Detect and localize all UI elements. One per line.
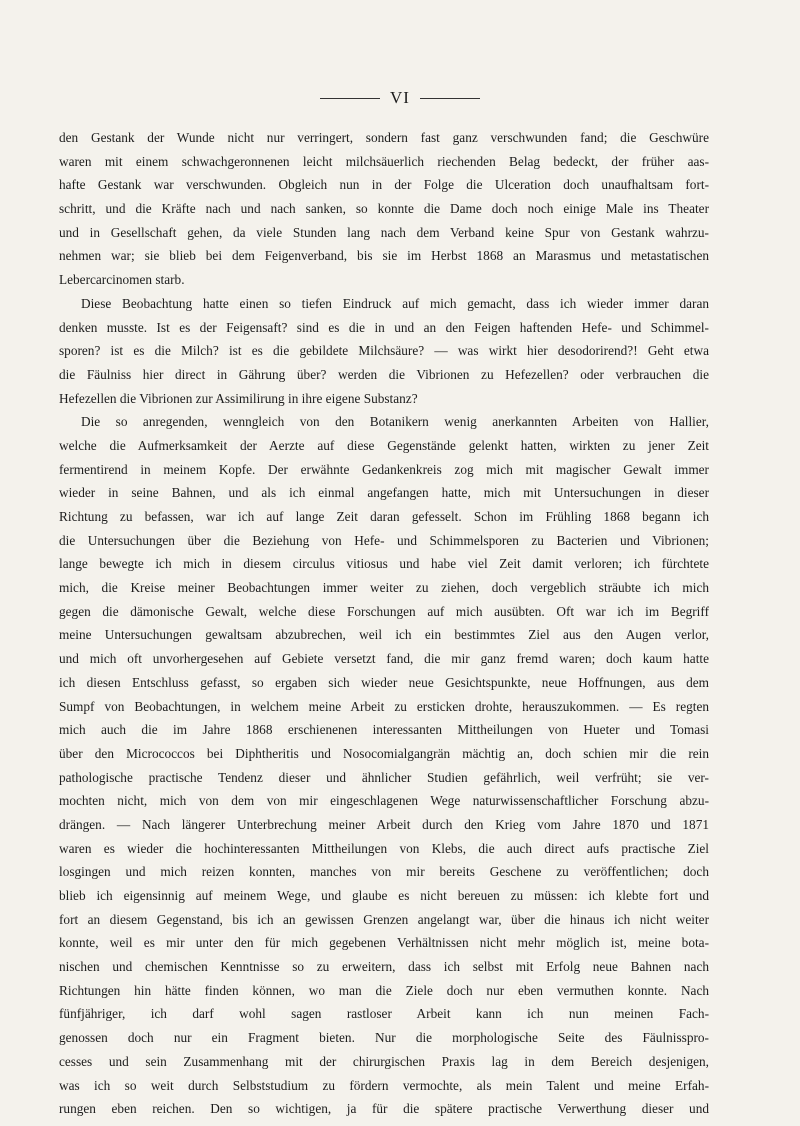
text-line: hafte Gestank war verschwunden. Obgleich nun in der Folge die Ulceration doch unaufhaltsam fort-: [59, 177, 709, 193]
page-header: [0, 88, 800, 108]
text-line: fermentirend in meinem Kopfe. Der erwähnte Gedankenkreis zog mich mit magischer Gewalt immer: [59, 461, 709, 477]
text-line: die Fäulniss hier direct in Gährung über? werden die Vibrionen zu Hefezellen? oder verbrauchen die: [59, 366, 709, 382]
text-line: Diese Beobachtung hatte einen so tiefen Eindruck auf mich gemacht, dass ich wieder immer daran: [81, 295, 709, 311]
text-line: ich diesen Entschluss gefasst, so ergaben sich wieder neue Gesichtspunkte, neue Hoffnungen, aus dem: [59, 674, 709, 690]
text-line: Richtungen hin hätte finden können, wo man die Ziele doch nur eben vermuthen konnte. Nach: [59, 982, 709, 998]
text-line: wieder in seine Bahnen, und als ich einmal angefangen hatte, mich mit Untersuchungen in dieser: [59, 485, 709, 501]
text-line: denken musste. Ist es der Feigensaft? sind es die in und an den Feigen haftenden Hefe- und Schimmel-: [59, 319, 709, 335]
body-text: [59, 126, 709, 1121]
text-line: drängen. — Nach längerer Unterbrechung meiner Arbeit durch den Krieg vom Jahre 1870 und 1871: [59, 816, 709, 832]
text-line: Lebercarcinomen starb.: [59, 272, 185, 288]
page-number: VI: [390, 88, 410, 107]
text-line: losgingen und mich reizen konnten, manches von mir bereits Geschene zu veröffentlichen; doch: [59, 864, 709, 880]
text-line: lange bewegte ich mich in diesem circulus vitiosus und habe viel Zeit damit verloren; ich fürchtete: [59, 556, 709, 572]
text-line: cesses und sein Zusammenhang mit der chirurgischen Praxis lag in dem Bereich desjenigen,: [59, 1053, 709, 1069]
text-line: genossen doch nur ein Fragment bieten. Nur die morphologische Seite des Fäulnisspro-: [59, 1030, 709, 1046]
text-line: waren mit einem schwachgeronnenen leicht milchsäuerlich riechenden Belag bedeckt, der früher aas-: [59, 153, 709, 169]
text-line: nehmen war; sie blieb bei dem Feigenverband, bis sie im Herbst 1868 an Marasmus und metastatischen: [59, 248, 709, 264]
text-line: nischen und chemischen Kenntnisse so zu erweitern, dass ich selbst mit Erfolg neue Bahnen nach: [59, 959, 709, 975]
text-line: Richtung zu befassen, war ich auf lange Zeit daran gefesselt. Schon im Frühling 1868 begann ich: [59, 509, 709, 524]
text-line: und in Gesellschaft gehen, da viele Stunden lang nach dem Verband keine Spur von Gestank wahrzu-: [59, 224, 709, 240]
text-line: mich auch die im Jahre 1868 erschienenen interessanten Mittheilungen von Hueter und Tomasi: [59, 722, 709, 738]
text-line: über den Micrococcos bei Diphtheritis und Nosocomialgangrän mächtig an, doch schien mir die rein: [59, 745, 709, 761]
text-line: welche die Aufmerksamkeit der Aerzte auf diese Gegenstände gelenkt hatten, wirkten zu jener Zeit: [59, 437, 709, 453]
text-line: sporen? ist es die Milch? ist es die gebildete Milchsäure? — was wirkt hier desodorirend?! Geht etwa: [59, 343, 709, 359]
text-line: gegen die dämonische Gewalt, welche diese Forschungen auf mich ausübten. Oft war ich im Begriff: [59, 603, 709, 619]
text-line: mochten nicht, mich von dem von mir eingeschlagenen Wege naturwissenschaftlicher Forschung abzu-: [59, 793, 709, 809]
text-line: rungen eben reichen. Den so wichtigen, ja für die spätere practische Verwerthung dieser und: [59, 1101, 709, 1117]
text-line: was ich so weit durch Selbststudium zu fördern vermochte, als mein Talent und meine Erfah-: [59, 1077, 709, 1093]
text-line: konnte, weil es mir unter den für mich gegebenen Verhältnissen nicht mehr möglich ist, meine bota-: [59, 935, 709, 951]
text-line: fort an diesem Gegenstand, bis ich an gewissen Grenzen angelangt war, über die hinaus ich nicht weiter: [59, 911, 709, 927]
text-line: pathologische practische Tendenz dieser und ähnlicher Studien gefährlich, weil verfrüht; sie ver-: [59, 769, 709, 785]
text-line: Hefezellen die Vibrionen zur Assimilirung in ihre eigene Substanz?: [59, 390, 418, 406]
text-line: waren es wieder die hochinteressanten Mittheilungen von Klebs, die auch direct aufs practische Ziel: [59, 840, 709, 856]
text-line: mich, die Kreise meiner Beobachtungen immer weiter zu ziehen, doch vergeblich sträubte ich mich: [59, 580, 709, 596]
header-rule-left: [320, 98, 380, 99]
text-line: Die so anregenden, wenngleich von den Botanikern wenig anerkannten Arbeiten von Hallier,: [81, 414, 709, 430]
text-line: und mich oft unvorhergesehen auf Gebiete versetzt fand, die mir ganz fremd waren; doch kaum hatte: [59, 651, 709, 667]
text-line: Sumpf von Beobachtungen, in welchem meine Arbeit zu ersticken drohte, herauszukommen. — Es regten: [59, 698, 709, 714]
text-line: schritt, und die Kräfte nach und nach sanken, so konnte die Dame doch noch einige Male ins Theater: [59, 201, 709, 217]
text-line: fünfjähriger, ich darf wohl sagen rastloser Arbeit kann ich nun meinen Fach-: [59, 1006, 709, 1022]
text-line: den Gestank der Wunde nicht nur verringert, sondern fast ganz verschwunden fand; die Geschwüre: [59, 130, 709, 145]
text-line: blieb ich eigensinnig auf meinem Wege, und glaube es nicht bereuen zu müssen: ich klebte fort und: [59, 888, 709, 903]
text-line: meine Untersuchungen gewaltsam abzubrechen, weil ich ein bestimmtes Ziel aus den Augen verlor,: [59, 627, 709, 643]
header-rule-right: [420, 98, 480, 99]
text-line: die Untersuchungen über die Beziehung von Hefe- und Schimmelsporen zu Bacterien und Vibrionen;: [59, 532, 709, 548]
